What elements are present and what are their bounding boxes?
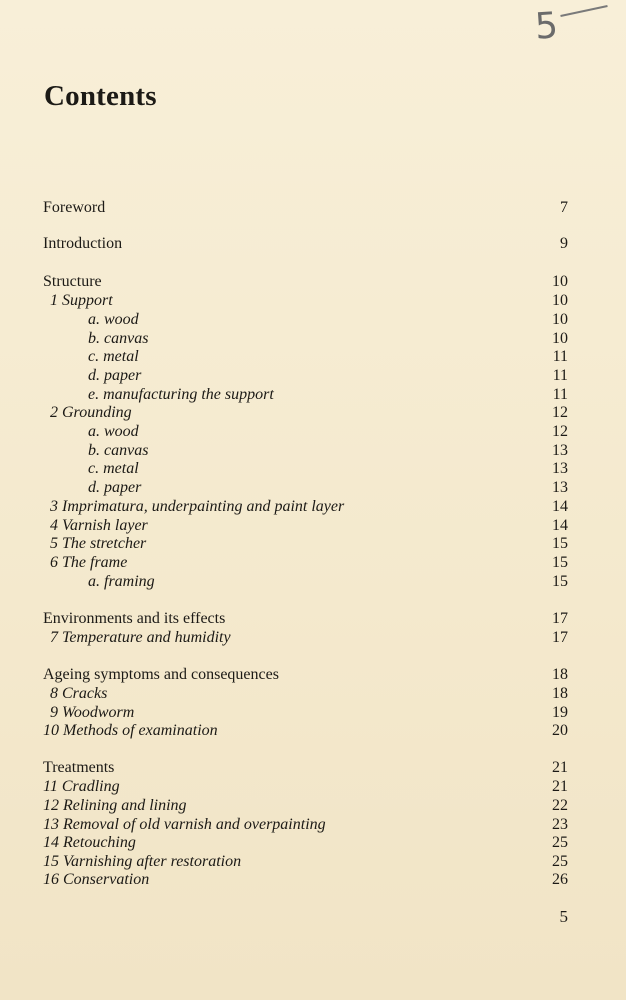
- toc-entry-label: Ageing symptoms and consequences: [43, 666, 279, 683]
- toc-entry: [0, 422, 626, 442]
- toc-entry: [0, 459, 626, 479]
- toc-entry-page: 15: [552, 573, 568, 590]
- toc-entry-label: 2 Grounding: [50, 404, 132, 421]
- toc-entry-label: 16 Conservation: [43, 871, 150, 888]
- toc-entry: [0, 758, 626, 778]
- toc-entry-label: 9 Woodworm: [50, 704, 135, 721]
- toc-entry: [0, 721, 626, 741]
- toc-entry: [0, 777, 626, 797]
- toc-entry-page: 14: [552, 517, 568, 534]
- toc-entry-page: 12: [552, 404, 568, 421]
- toc-entry-label: 7 Temperature and humidity: [50, 629, 231, 646]
- toc-entry-page: 11: [552, 386, 568, 403]
- toc-entry: [0, 815, 626, 835]
- toc-entry-page: 23: [552, 816, 568, 833]
- toc-entry-label: 11 Cradling: [43, 778, 120, 795]
- toc-entry-label: 3 Imprimatura, underpainting and paint layer: [50, 498, 345, 515]
- toc-entry-page: 9: [560, 235, 568, 252]
- toc-entry: [0, 833, 626, 853]
- toc-entry: [0, 870, 626, 890]
- toc-entry-page: 10: [552, 273, 568, 290]
- toc-entry: [0, 572, 626, 592]
- toc-entry: [0, 403, 626, 423]
- toc-entry: [0, 366, 626, 386]
- toc-entry-label: b. canvas: [88, 330, 149, 347]
- toc-entry-page: 22: [552, 797, 568, 814]
- toc-entry: [0, 310, 626, 330]
- toc-entry-label: 6 The frame: [50, 554, 128, 571]
- toc-entry-page: 10: [552, 330, 568, 347]
- toc-entry-page: 18: [552, 666, 568, 683]
- toc-entry-page: 11: [552, 348, 568, 365]
- toc-entry-page: 10: [552, 311, 568, 328]
- toc-entry-label: 8 Cracks: [50, 685, 108, 702]
- toc-entry: [0, 609, 626, 629]
- toc-entry-label: e. manufacturing the support: [88, 386, 274, 403]
- toc-entry: [0, 441, 626, 461]
- toc-entry-page: 13: [552, 460, 568, 477]
- toc-entry-page: 17: [552, 610, 568, 627]
- toc-entry-label: d. paper: [88, 479, 142, 496]
- toc-entry: [0, 234, 626, 254]
- toc-entry-page: 10: [552, 292, 568, 309]
- toc-entry: [0, 291, 626, 311]
- toc-entry: [0, 534, 626, 554]
- toc-entry-label: 1 Support: [50, 292, 113, 309]
- toc-entry-label: 4 Varnish layer: [50, 517, 148, 534]
- toc-entry-label: c. metal: [88, 348, 139, 365]
- toc-entry-page: 21: [552, 759, 568, 776]
- toc-entry: [0, 703, 626, 723]
- toc-entry-page: 13: [552, 442, 568, 459]
- toc-entry-page: 25: [552, 834, 568, 851]
- toc-entry-label: a. framing: [88, 573, 155, 590]
- toc-entry-label: Structure: [43, 273, 102, 290]
- toc-entry: [0, 347, 626, 367]
- toc-entry-page: 11: [552, 367, 568, 384]
- toc-entry-page: 15: [552, 535, 568, 552]
- toc-entry-page: 21: [552, 778, 568, 795]
- toc-entry: [0, 478, 626, 498]
- toc-entry-label: 12 Relining and lining: [43, 797, 187, 814]
- pencil-stroke: [560, 5, 607, 17]
- toc-entry: [0, 684, 626, 704]
- toc-entry: [0, 553, 626, 573]
- toc-entry: [0, 628, 626, 648]
- toc-entry-page: 14: [552, 498, 568, 515]
- toc-entry-page: 26: [552, 871, 568, 888]
- toc-entry-page: 25: [552, 853, 568, 870]
- toc-entry-label: a. wood: [88, 311, 139, 328]
- toc-entry-label: a. wood: [88, 423, 139, 440]
- toc-entry-label: 5 The stretcher: [50, 535, 147, 552]
- toc-entry-page: 18: [552, 685, 568, 702]
- toc-entry-label: c. metal: [88, 460, 139, 477]
- toc-entry-label: d. paper: [88, 367, 142, 384]
- toc-entry-page: 7: [560, 199, 568, 216]
- toc-entry: [0, 198, 626, 218]
- toc-entry: [0, 665, 626, 685]
- toc-entry-label: 14 Retouching: [43, 834, 136, 851]
- toc-entry-label: 13 Removal of old varnish and overpainting: [43, 816, 326, 833]
- toc-entry: [0, 852, 626, 872]
- toc-entry-label: Treatments: [43, 759, 115, 776]
- toc-entry: [0, 272, 626, 292]
- toc-entry-label: b. canvas: [88, 442, 149, 459]
- toc-entry-page: 20: [552, 722, 568, 739]
- toc-entry-page: 17: [552, 629, 568, 646]
- page-folio: 5: [559, 907, 568, 926]
- page-title: Contents: [44, 80, 157, 112]
- toc-entry-label: Environments and its effects: [43, 610, 226, 627]
- toc-entry-label: Introduction: [43, 235, 123, 252]
- toc-entry-page: 19: [552, 704, 568, 721]
- toc-entry: [0, 329, 626, 349]
- toc-entry: [0, 385, 626, 405]
- toc-entry-label: Foreword: [43, 199, 106, 216]
- toc-entry-page: 15: [552, 554, 568, 571]
- toc-entry-page: 12: [552, 423, 568, 440]
- toc-entry-label: 10 Methods of examination: [43, 722, 218, 739]
- toc-entry: [0, 516, 626, 536]
- toc-entry: [0, 497, 626, 517]
- toc-entry: [0, 796, 626, 816]
- toc-entry-page: 13: [552, 479, 568, 496]
- toc-entry-label: 15 Varnishing after restoration: [43, 853, 242, 870]
- handwritten-page-number: 5: [533, 5, 560, 48]
